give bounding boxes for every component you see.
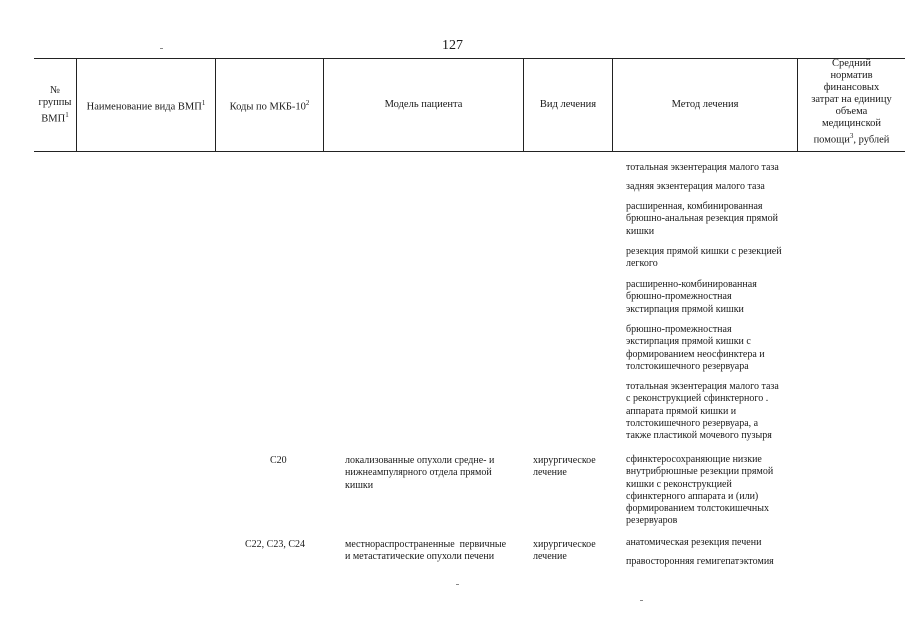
method-item-c22: правосторонняя гемигепатэктомия — [626, 556, 774, 567]
method-item: расширенная, комбинированная брюшно-анальная резекция прямой кишки — [626, 201, 778, 237]
header-group-number: № группы ВМП$^1$ — [38, 84, 72, 125]
method-item: задняя экзентерация малого таза — [626, 181, 765, 192]
treatment-type-c20: хирургическое лечение — [533, 455, 596, 479]
header-treatment-type: Вид лечения — [539, 99, 597, 110]
header-type-name: Наименование вида ВМП$^1$ — [86, 98, 206, 113]
header-patient-model: Модель пациента — [384, 99, 463, 110]
header-treatment-method: Метод лечения — [671, 99, 739, 110]
patient-model-c20: локализованные опухоли средне- и нижнеампулярного отдела прямой кишки — [345, 455, 495, 491]
method-item: тотальная экзентерация малого таза с реконструкцией сфинктерного . аппарата прямой кишки и толстокишечного резервуара, а также пластикой мочевого пузыря — [626, 381, 779, 442]
method-item: тотальная экзентерация малого таза — [626, 162, 779, 173]
icd-code-c22-c24: C22, C23, C24 — [245, 539, 306, 550]
method-item-c22: анатомическая резекция печени — [626, 537, 762, 548]
header-average-cost: Средний норматив финансовых затрат на единицу объема медицинской помощи$^3$, рублей — [811, 58, 892, 146]
header-icd-codes: Коды по МКБ-$10^2$ — [229, 98, 310, 113]
method-item: расширенно-комбинированная брюшно-промежностная экстирпация прямой кишки — [626, 279, 757, 315]
scan-speck — [456, 584, 459, 585]
method-item: резекция прямой кишки с резекцией легкого — [626, 246, 782, 270]
method-item: брюшно-промежностная экстирпация прямой кишки с формированием неосфинктера и толстокишечного резервуара — [626, 324, 765, 372]
patient-model-c22-c24: местнораспространенные первичные и метастатические опухоли печени — [345, 539, 507, 563]
icd-code-c20: C20 — [270, 455, 287, 466]
page-number: 127 — [442, 38, 463, 53]
scan-speck — [160, 48, 163, 49]
scan-speck — [640, 600, 643, 601]
treatment-type-c22-c24: хирургическое лечение — [533, 539, 596, 563]
method-item-c20: сфинктеросохраняющие низкие внутрибрюшные резекции прямой кишки с реконструкцией сфинктерного аппарата и (или) формированием толстокишечных резервуаров — [626, 454, 774, 527]
